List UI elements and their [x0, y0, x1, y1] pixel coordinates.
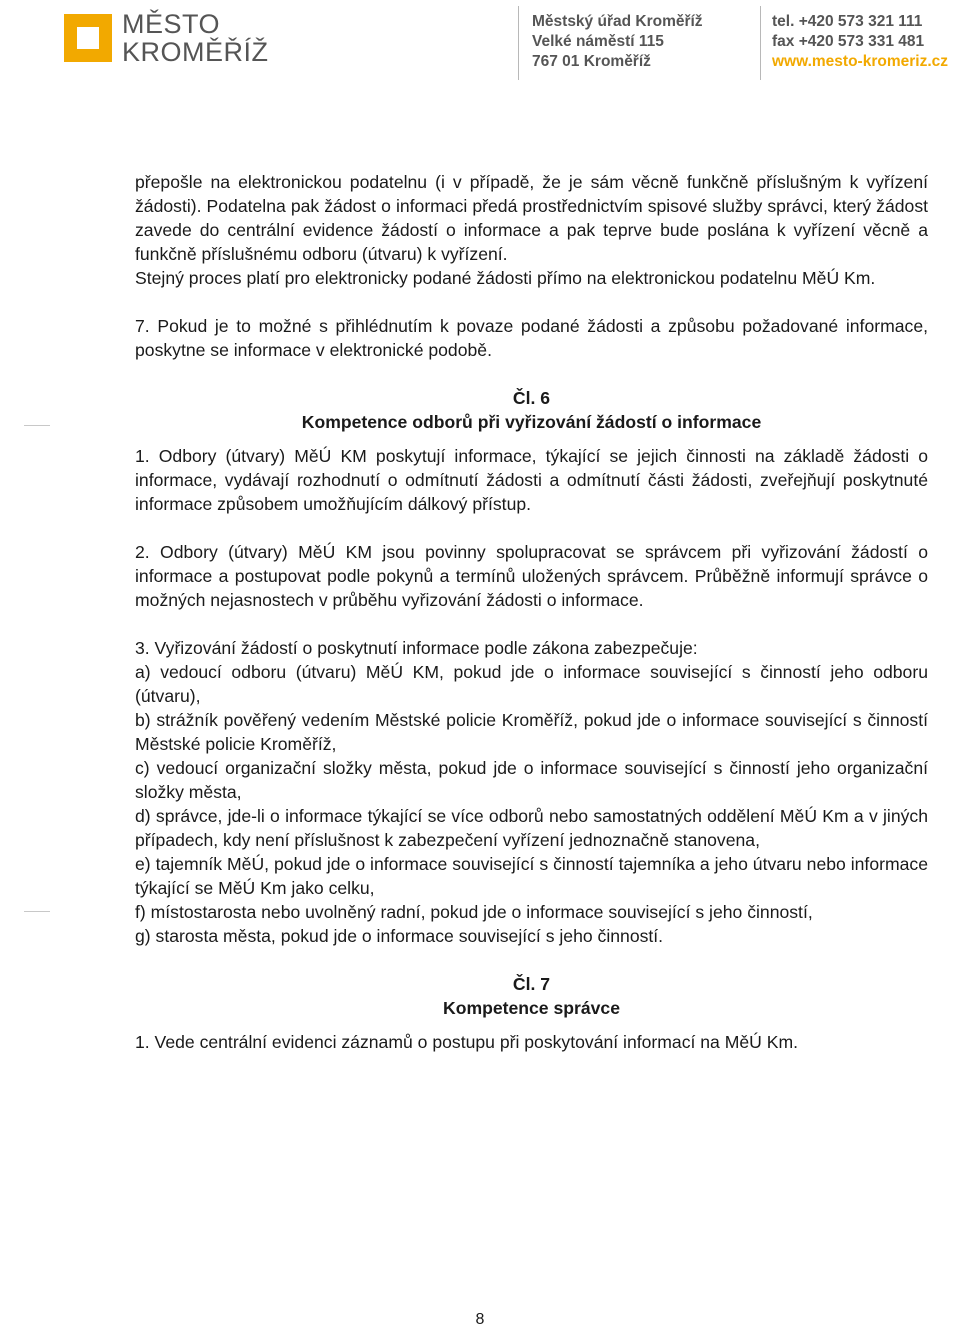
header-divider — [518, 6, 519, 80]
paragraph: 1. Odbory (útvary) MěÚ KM poskytují informace, týkající se jejich činnosti na základě žádosti o informace, vydávají rozhodnutí o odmítnutí žádosti a odmítnutí části žádosti, zveřejňují poskytnuté informace způsobem umožňujícím dálkový přístup. — [135, 446, 928, 514]
logo-line-2: KROMĚŘÍŽ — [122, 37, 269, 67]
list-item: d) správce, jde-li o informace týkající se více odborů nebo samostatných oddělení MěÚ Km a v jiných případech, kdy není příslušnost k zabezpečení vyřízení jednoznačně stanovena, — [135, 806, 928, 850]
logo-line-1: MĚSTO — [122, 9, 221, 39]
office-city: 767 01 Kroměříž — [532, 53, 651, 70]
list-item: a) vedoucí odboru (útvaru) MěÚ KM, pokud jde o informace související s činností jeho odboru (útvaru), — [135, 662, 928, 706]
paragraph: 7. Pokud je to možné s přihlédnutím k povaze podané žádosti a způsobu požadované informace, poskytne se informace v elektronické podobě. — [135, 316, 928, 360]
city-logo-wordmark — [122, 10, 269, 66]
article-number: Čl. 6 — [512, 388, 551, 408]
article-title: Kompetence odborů při vyřizování žádostí o informace — [301, 412, 762, 432]
office-street: Velké náměstí 115 — [532, 33, 664, 50]
paragraph: Stejný proces platí pro elektronicky podané žádosti přímo na elektronickou podatelnu MěÚ Km. — [135, 268, 876, 288]
list-item: b) strážník pověřený vedením Městské policie Kroměříž, pokud jde o informace související s činností Městské policie Kroměříž, — [135, 710, 928, 754]
list-item: f) místostarosta nebo uvolněný radní, pokud jde o informace související s jeho činností, — [135, 902, 813, 922]
document-body — [135, 170, 928, 1054]
office-contact — [772, 12, 948, 72]
paragraph: 2. Odbory (útvary) MěÚ KM jsou povinny spolupracovat se správcem při vyřizování žádostí o informace a postupovat podle pokynů a termínů uložených správcem. Průběžně informují správce o možných nejasnostech v průběhu vyřizování žádosti o informace. — [135, 542, 928, 610]
list-item: c) vedoucí organizační složky města, pokud jde o informace související s činností jeho organizační složky města, — [135, 758, 928, 802]
list-item: g) starosta města, pokud jde o informace související s jeho činností. — [135, 926, 664, 946]
office-phone: tel. +420 573 321 111 — [772, 13, 923, 30]
header-divider — [760, 6, 761, 80]
article-number: Čl. 7 — [512, 974, 551, 994]
list-item: e) tajemník MěÚ, pokud jde o informace související s činností tajemníka a jeho útvaru nebo informace týkající se MěÚ Km jako celku, — [135, 854, 928, 898]
city-logo-icon — [64, 14, 112, 62]
margin-mark — [24, 911, 50, 912]
paragraph: 1. Vede centrální evidenci záznamů o postupu při poskytování informací na MěÚ Km. — [135, 1032, 799, 1052]
paragraph: přepošle na elektronickou podatelnu (i v případě, že je sám věcně funkčně příslušným k vyřízení žádosti). Podatelna pak žádost o informaci předá prostřednictvím spisové služby správci, který žádost zavede do centrální evidence žádostí o informace a pak teprve bude poslána k vyřízení věcně a funkčně příslušnému odboru (útvaru) k vyřízení. — [135, 172, 928, 264]
margin-mark — [24, 425, 50, 426]
letterhead — [0, 0, 960, 82]
article-title: Kompetence správce — [443, 998, 620, 1018]
office-fax: fax +420 573 331 481 — [772, 33, 925, 50]
page-number: 8 — [475, 1311, 485, 1328]
office-website-link[interactable]: www.mesto-kromeriz.cz — [772, 53, 949, 70]
paragraph: 3. Vyřizování žádostí o poskytnutí informace podle zákona zabezpečuje: — [135, 638, 698, 658]
office-name: Městský úřad Kroměříž — [532, 13, 703, 30]
office-address — [532, 12, 703, 72]
